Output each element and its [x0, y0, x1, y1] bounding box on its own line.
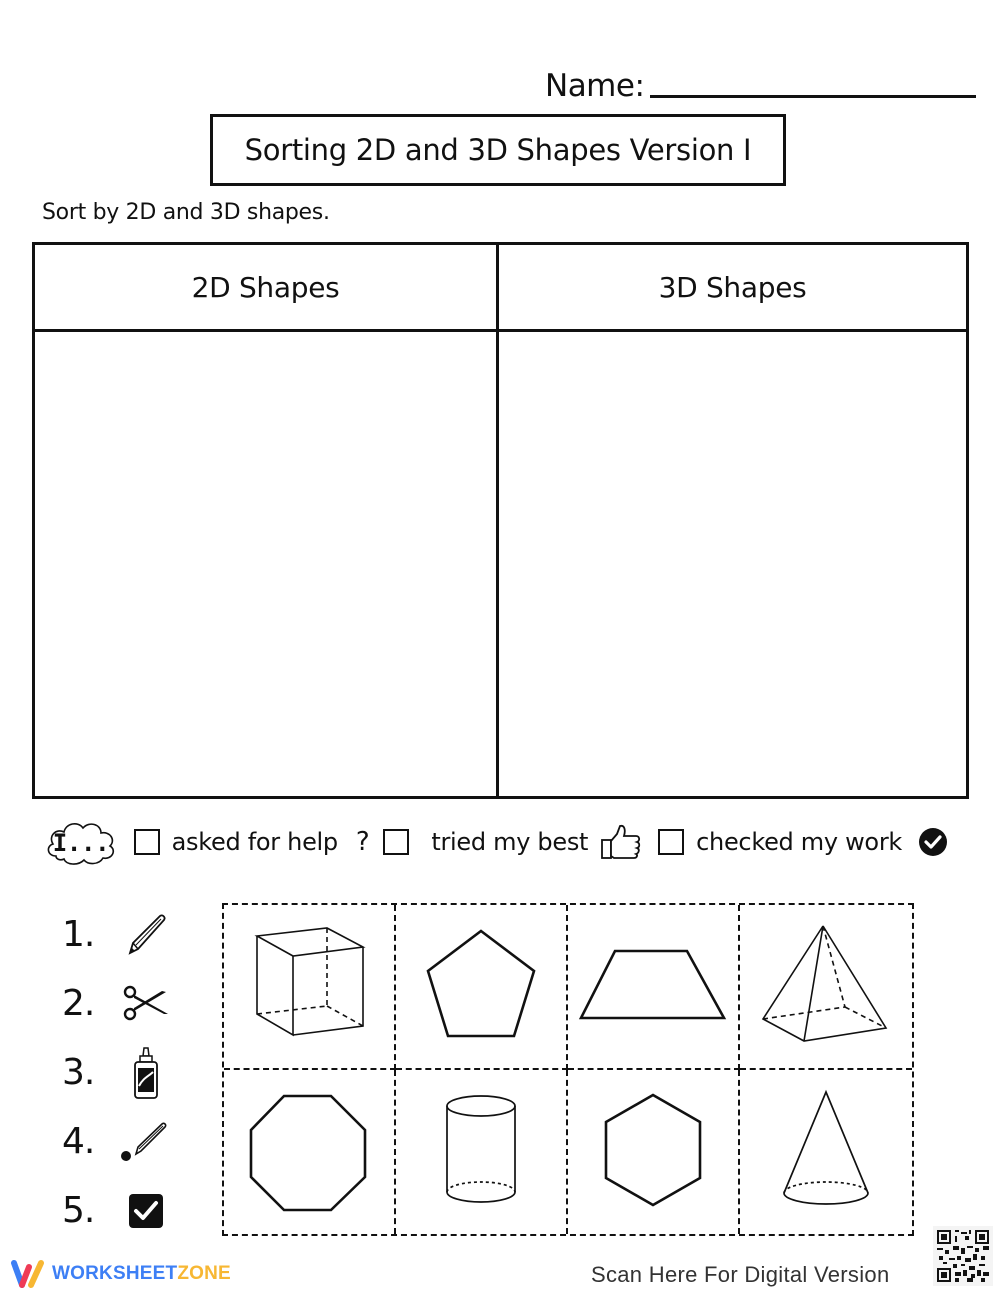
- cutout-cube[interactable]: [224, 905, 396, 1070]
- step-number: 2.: [62, 983, 95, 1024]
- thumbs-up-icon: [600, 824, 642, 860]
- brand-name-part2: ZONE: [177, 1263, 231, 1284]
- name-write-line[interactable]: [650, 95, 976, 98]
- question-mark-icon: ?: [355, 827, 370, 857]
- column-header-3d: 3D Shapes: [499, 245, 966, 332]
- check-circle-icon: [918, 827, 948, 857]
- cone-icon: [781, 1089, 871, 1214]
- label-tried-my-best: tried my best: [431, 828, 589, 856]
- brand-name: [52, 1263, 231, 1285]
- label-checked-my-work: checked my work: [696, 828, 902, 856]
- brand-name-part1: WORKSHEET: [52, 1263, 178, 1284]
- self-reflection-row: [44, 818, 964, 866]
- trapezoid-icon: [578, 946, 728, 1026]
- worksheetzone-logo-icon: [10, 1259, 46, 1289]
- step-number: 5.: [62, 1190, 95, 1231]
- cube-icon: [249, 926, 369, 1046]
- scan-prompt: Scan Here For Digital Version: [591, 1262, 890, 1287]
- step-item: [62, 969, 182, 1038]
- checkbox-tried-my-best[interactable]: [383, 829, 409, 855]
- hexagon-icon: [598, 1092, 708, 1212]
- checkbox-checked-my-work[interactable]: [658, 829, 684, 855]
- cutout-hexagon[interactable]: [568, 1070, 740, 1235]
- drop-zone-3d[interactable]: [499, 332, 966, 796]
- step-item: [62, 1176, 182, 1245]
- pentagon-icon: [421, 926, 541, 1046]
- scissors-icon: [120, 978, 172, 1030]
- step-number: 3.: [62, 1052, 95, 1093]
- cutout-cylinder[interactable]: [396, 1070, 568, 1235]
- step-item: [62, 900, 182, 969]
- checkbox-checked-icon: [120, 1185, 172, 1237]
- cutout-square-pyramid[interactable]: [740, 905, 912, 1070]
- instructions: Sort by 2D and 3D shapes.: [42, 200, 330, 225]
- name-field: [545, 66, 976, 106]
- worksheet-title: Sorting 2D and 3D Shapes Version I: [244, 133, 752, 167]
- cutout-trapezoid[interactable]: [568, 905, 740, 1070]
- drop-zone-2d[interactable]: [35, 332, 499, 796]
- cylinder-icon: [443, 1094, 519, 1210]
- brand-logo[interactable]: [10, 1259, 231, 1289]
- qr-code-icon[interactable]: [933, 1226, 993, 1286]
- sort-table: [32, 242, 969, 799]
- pencil-icon: [120, 909, 172, 961]
- octagon-icon: [249, 1092, 369, 1212]
- step-number: 1.: [62, 914, 95, 955]
- cutout-pentagon[interactable]: [396, 905, 568, 1070]
- label-asked-for-help: asked for help: [171, 828, 338, 856]
- cutout-cone[interactable]: [740, 1070, 912, 1235]
- steps-list: [62, 900, 182, 1245]
- glue-bottle-icon: [120, 1047, 172, 1099]
- cutout-octagon[interactable]: [224, 1070, 396, 1235]
- step-item: [62, 1107, 182, 1176]
- step-number: 4.: [62, 1121, 95, 1162]
- color-pencil-icon: [120, 1116, 172, 1168]
- square-pyramid-icon: [761, 924, 891, 1049]
- thought-cloud: [44, 818, 110, 866]
- cloud-text: I...: [52, 829, 110, 857]
- checkbox-asked-for-help[interactable]: [134, 829, 160, 855]
- name-label: Name:: [545, 68, 645, 104]
- column-header-2d: 2D Shapes: [35, 245, 499, 332]
- cutout-shapes-grid: [222, 903, 914, 1236]
- worksheet-title-box: [210, 114, 786, 186]
- step-item: [62, 1038, 182, 1107]
